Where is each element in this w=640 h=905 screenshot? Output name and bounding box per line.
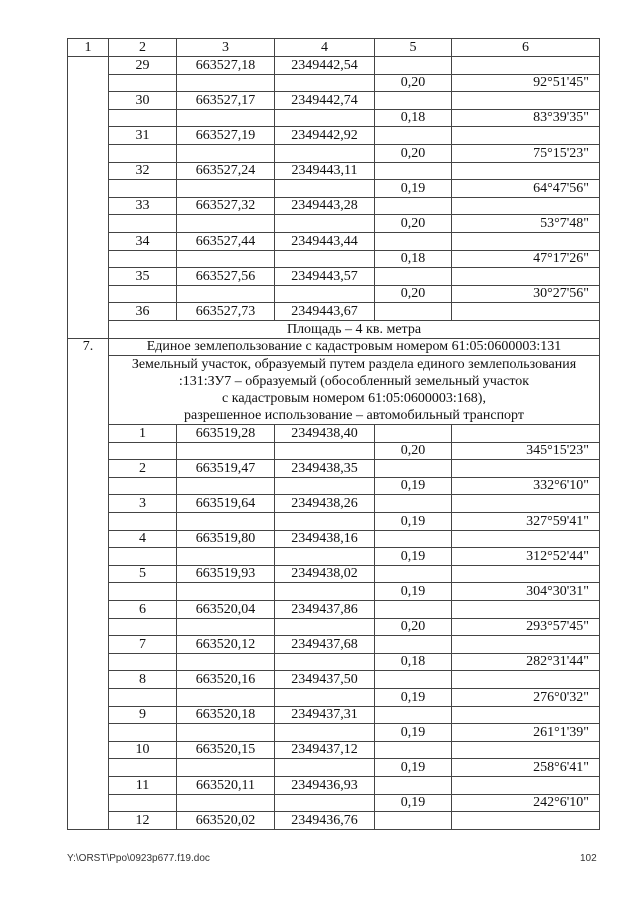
point-number: 5 bbox=[109, 565, 177, 583]
coord-x-empty bbox=[177, 477, 275, 495]
distance: 0,18 bbox=[375, 250, 452, 268]
coord-y: 2349442,92 bbox=[275, 127, 375, 145]
header-col-1: 1 bbox=[68, 39, 109, 57]
point-number-empty bbox=[109, 109, 177, 127]
distance-empty bbox=[375, 303, 452, 321]
point-number: 34 bbox=[109, 232, 177, 250]
coord-x: 663520,02 bbox=[177, 812, 275, 830]
coord-x: 663527,44 bbox=[177, 232, 275, 250]
coord-x-empty bbox=[177, 548, 275, 566]
area-text: Площадь – 4 кв. метра bbox=[109, 320, 600, 338]
point-number: 6 bbox=[109, 601, 177, 619]
table-row bbox=[68, 57, 600, 75]
coord-x-empty bbox=[177, 513, 275, 531]
description-line: :131:ЗУ7 – образуемый (обособленный земельный участок bbox=[178, 374, 530, 390]
table-row bbox=[68, 285, 600, 303]
direction-angle: 327°59'41" bbox=[452, 513, 600, 531]
coord-y-empty bbox=[275, 548, 375, 566]
coord-y-empty bbox=[275, 442, 375, 460]
coord-y-empty bbox=[275, 653, 375, 671]
coord-x: 663519,28 bbox=[177, 425, 275, 443]
point-number-empty bbox=[109, 689, 177, 707]
coord-y: 2349438,35 bbox=[275, 460, 375, 478]
point-number-empty bbox=[109, 250, 177, 268]
distance: 0,19 bbox=[375, 689, 452, 707]
coord-x-empty bbox=[177, 759, 275, 777]
table-row bbox=[68, 92, 600, 110]
coord-x-empty bbox=[177, 144, 275, 162]
coord-y-empty bbox=[275, 250, 375, 268]
distance-empty bbox=[375, 671, 452, 689]
angle-empty bbox=[452, 495, 600, 513]
angle-empty bbox=[452, 671, 600, 689]
direction-angle: 53°7'48" bbox=[452, 215, 600, 233]
distance-empty bbox=[375, 268, 452, 286]
angle-empty bbox=[452, 197, 600, 215]
distance: 0,20 bbox=[375, 215, 452, 233]
distance: 0,18 bbox=[375, 109, 452, 127]
coord-y: 2349438,16 bbox=[275, 530, 375, 548]
table-row bbox=[68, 477, 600, 495]
distance-empty bbox=[375, 741, 452, 759]
distance-empty bbox=[375, 57, 452, 75]
point-number: 7 bbox=[109, 636, 177, 654]
header-col-6: 6 bbox=[452, 39, 600, 57]
footer-file-path: Y:\ORST\Ppo\0923p677.f19.doc bbox=[67, 853, 210, 864]
point-number: 30 bbox=[109, 92, 177, 110]
table-row bbox=[68, 812, 600, 830]
point-number-empty bbox=[109, 215, 177, 233]
coord-x-empty bbox=[177, 618, 275, 636]
direction-angle: 312°52'44" bbox=[452, 548, 600, 566]
coord-x-empty bbox=[177, 215, 275, 233]
point-number-empty bbox=[109, 653, 177, 671]
distance: 0,20 bbox=[375, 285, 452, 303]
table-row bbox=[68, 618, 600, 636]
point-number: 35 bbox=[109, 268, 177, 286]
coord-y: 2349437,12 bbox=[275, 741, 375, 759]
distance-empty bbox=[375, 565, 452, 583]
coord-y: 2349437,86 bbox=[275, 601, 375, 619]
coord-x-empty bbox=[177, 689, 275, 707]
table-row bbox=[68, 724, 600, 742]
coord-x: 663527,24 bbox=[177, 162, 275, 180]
table-row bbox=[68, 109, 600, 127]
coord-y-empty bbox=[275, 759, 375, 777]
point-number: 12 bbox=[109, 812, 177, 830]
direction-angle: 47°17'26" bbox=[452, 250, 600, 268]
table-row bbox=[68, 794, 600, 812]
angle-empty bbox=[452, 565, 600, 583]
point-number: 8 bbox=[109, 671, 177, 689]
table-row bbox=[68, 232, 600, 250]
coord-x: 663520,04 bbox=[177, 601, 275, 619]
direction-angle: 345°15'23" bbox=[452, 442, 600, 460]
coord-y-empty bbox=[275, 144, 375, 162]
header-row bbox=[68, 39, 600, 57]
table-row bbox=[68, 250, 600, 268]
angle-empty bbox=[452, 601, 600, 619]
coordinates-table bbox=[67, 38, 600, 830]
direction-angle: 261°1'39" bbox=[452, 724, 600, 742]
direction-angle: 282°31'44" bbox=[452, 653, 600, 671]
coord-x: 663519,64 bbox=[177, 495, 275, 513]
point-number-empty bbox=[109, 724, 177, 742]
point-number-empty bbox=[109, 285, 177, 303]
distance-empty bbox=[375, 812, 452, 830]
table-row bbox=[68, 74, 600, 92]
table-row bbox=[68, 303, 600, 321]
distance: 0,19 bbox=[375, 724, 452, 742]
coord-y-empty bbox=[275, 215, 375, 233]
footer-page-number: 102 bbox=[580, 853, 597, 864]
coord-x: 663520,18 bbox=[177, 706, 275, 724]
table-row bbox=[68, 759, 600, 777]
angle-empty bbox=[452, 57, 600, 75]
section-number-empty bbox=[68, 57, 109, 339]
angle-empty bbox=[452, 636, 600, 654]
direction-angle: 304°30'31" bbox=[452, 583, 600, 601]
point-number-empty bbox=[109, 583, 177, 601]
coord-x: 663519,80 bbox=[177, 530, 275, 548]
direction-angle: 64°47'56" bbox=[452, 180, 600, 198]
coord-x-empty bbox=[177, 250, 275, 268]
point-number: 10 bbox=[109, 741, 177, 759]
coord-y: 2349443,67 bbox=[275, 303, 375, 321]
coord-y: 2349443,28 bbox=[275, 197, 375, 215]
table-row bbox=[68, 583, 600, 601]
coord-x: 663520,16 bbox=[177, 671, 275, 689]
direction-angle: 293°57'45" bbox=[452, 618, 600, 636]
angle-empty bbox=[452, 812, 600, 830]
coord-x-empty bbox=[177, 794, 275, 812]
coord-x: 663520,11 bbox=[177, 776, 275, 794]
angle-empty bbox=[452, 92, 600, 110]
coord-y-empty bbox=[275, 794, 375, 812]
angle-empty bbox=[452, 425, 600, 443]
table-row bbox=[68, 548, 600, 566]
header-col-3: 3 bbox=[177, 39, 275, 57]
table-row bbox=[68, 127, 600, 145]
coord-x: 663519,93 bbox=[177, 565, 275, 583]
point-number: 4 bbox=[109, 530, 177, 548]
area-row bbox=[68, 320, 600, 338]
table-row bbox=[68, 197, 600, 215]
section-description-row bbox=[68, 356, 600, 425]
coord-y: 2349438,02 bbox=[275, 565, 375, 583]
point-number: 29 bbox=[109, 57, 177, 75]
distance: 0,19 bbox=[375, 477, 452, 495]
section-title: Единое землепользование с кадастровым номером 61:05:0600003:131 bbox=[109, 338, 600, 356]
distance: 0,19 bbox=[375, 180, 452, 198]
direction-angle: 92°51'45" bbox=[452, 74, 600, 92]
angle-empty bbox=[452, 706, 600, 724]
point-number-empty bbox=[109, 759, 177, 777]
distance: 0,18 bbox=[375, 653, 452, 671]
coord-x-empty bbox=[177, 109, 275, 127]
distance-empty bbox=[375, 776, 452, 794]
coord-y-empty bbox=[275, 109, 375, 127]
distance-empty bbox=[375, 197, 452, 215]
description-line: с кадастровым номером 61:05:0600003:168), bbox=[222, 391, 486, 407]
point-number-empty bbox=[109, 618, 177, 636]
angle-empty bbox=[452, 776, 600, 794]
angle-empty bbox=[452, 741, 600, 759]
coord-y-empty bbox=[275, 74, 375, 92]
coord-x-empty bbox=[177, 74, 275, 92]
distance-empty bbox=[375, 706, 452, 724]
coord-y: 2349437,68 bbox=[275, 636, 375, 654]
point-number-empty bbox=[109, 442, 177, 460]
point-number: 36 bbox=[109, 303, 177, 321]
distance-empty bbox=[375, 92, 452, 110]
table-row bbox=[68, 706, 600, 724]
distance-empty bbox=[375, 425, 452, 443]
direction-angle: 83°39'35" bbox=[452, 109, 600, 127]
distance: 0,20 bbox=[375, 618, 452, 636]
distance-empty bbox=[375, 162, 452, 180]
coord-x: 663527,32 bbox=[177, 197, 275, 215]
distance: 0,19 bbox=[375, 548, 452, 566]
distance-empty bbox=[375, 495, 452, 513]
coord-y: 2349443,11 bbox=[275, 162, 375, 180]
point-number-empty bbox=[109, 548, 177, 566]
table-row bbox=[68, 460, 600, 478]
point-number-empty bbox=[109, 513, 177, 531]
distance-empty bbox=[375, 530, 452, 548]
distance: 0,20 bbox=[375, 442, 452, 460]
angle-empty bbox=[452, 303, 600, 321]
point-number: 11 bbox=[109, 776, 177, 794]
description-line: Земельный участок, образуемый путем раздела единого землепользования bbox=[131, 357, 577, 373]
angle-empty bbox=[452, 232, 600, 250]
point-number: 1 bbox=[109, 425, 177, 443]
coord-x-empty bbox=[177, 285, 275, 303]
coord-x-empty bbox=[177, 724, 275, 742]
distance-empty bbox=[375, 636, 452, 654]
coord-x: 663527,18 bbox=[177, 57, 275, 75]
distance: 0,20 bbox=[375, 74, 452, 92]
coord-y: 2349436,76 bbox=[275, 812, 375, 830]
coord-y: 2349442,74 bbox=[275, 92, 375, 110]
point-number: 2 bbox=[109, 460, 177, 478]
coord-y: 2349443,44 bbox=[275, 232, 375, 250]
coord-y-empty bbox=[275, 180, 375, 198]
direction-angle: 258°6'41" bbox=[452, 759, 600, 777]
table-row bbox=[68, 776, 600, 794]
header-col-2: 2 bbox=[109, 39, 177, 57]
distance-empty bbox=[375, 601, 452, 619]
distance: 0,19 bbox=[375, 583, 452, 601]
coord-y-empty bbox=[275, 583, 375, 601]
table-row bbox=[68, 671, 600, 689]
coord-y-empty bbox=[275, 618, 375, 636]
section-description bbox=[109, 356, 600, 425]
table-row bbox=[68, 215, 600, 233]
direction-angle: 75°15'23" bbox=[452, 144, 600, 162]
direction-angle: 332°6'10" bbox=[452, 477, 600, 495]
point-number-empty bbox=[109, 144, 177, 162]
distance: 0,19 bbox=[375, 794, 452, 812]
distance-empty bbox=[375, 232, 452, 250]
table-row bbox=[68, 180, 600, 198]
coord-y-empty bbox=[275, 285, 375, 303]
point-number: 32 bbox=[109, 162, 177, 180]
table-row bbox=[68, 162, 600, 180]
point-number: 31 bbox=[109, 127, 177, 145]
header-col-5: 5 bbox=[375, 39, 452, 57]
coord-y-empty bbox=[275, 513, 375, 531]
description-line: разрешенное использование – автомобильный транспорт bbox=[183, 408, 524, 424]
table-row bbox=[68, 442, 600, 460]
coord-y-empty bbox=[275, 477, 375, 495]
coord-x: 663527,19 bbox=[177, 127, 275, 145]
coord-y: 2349437,50 bbox=[275, 671, 375, 689]
table-row bbox=[68, 601, 600, 619]
coord-y: 2349443,57 bbox=[275, 268, 375, 286]
point-number-empty bbox=[109, 794, 177, 812]
direction-angle: 30°27'56" bbox=[452, 285, 600, 303]
coord-x-empty bbox=[177, 583, 275, 601]
coord-x-empty bbox=[177, 180, 275, 198]
direction-angle: 276°0'32" bbox=[452, 689, 600, 707]
coord-y-empty bbox=[275, 689, 375, 707]
table-row bbox=[68, 653, 600, 671]
table-row bbox=[68, 636, 600, 654]
coord-y: 2349438,40 bbox=[275, 425, 375, 443]
coord-x-empty bbox=[177, 442, 275, 460]
point-number-empty bbox=[109, 74, 177, 92]
table-row bbox=[68, 425, 600, 443]
table-row bbox=[68, 144, 600, 162]
angle-empty bbox=[452, 530, 600, 548]
direction-angle: 242°6'10" bbox=[452, 794, 600, 812]
coord-x: 663520,15 bbox=[177, 741, 275, 759]
angle-empty bbox=[452, 460, 600, 478]
table-row bbox=[68, 741, 600, 759]
angle-empty bbox=[452, 127, 600, 145]
table-row bbox=[68, 268, 600, 286]
header-col-4: 4 bbox=[275, 39, 375, 57]
coord-x: 663527,73 bbox=[177, 303, 275, 321]
angle-empty bbox=[452, 162, 600, 180]
table-row bbox=[68, 565, 600, 583]
coord-y-empty bbox=[275, 724, 375, 742]
coord-y: 2349437,31 bbox=[275, 706, 375, 724]
point-number: 3 bbox=[109, 495, 177, 513]
section-title-row bbox=[68, 338, 600, 356]
coord-x: 663527,17 bbox=[177, 92, 275, 110]
coord-x: 663519,47 bbox=[177, 460, 275, 478]
table-row bbox=[68, 513, 600, 531]
coord-y: 2349436,93 bbox=[275, 776, 375, 794]
table-row bbox=[68, 689, 600, 707]
table-row bbox=[68, 530, 600, 548]
point-number: 33 bbox=[109, 197, 177, 215]
distance: 0,19 bbox=[375, 513, 452, 531]
table-row bbox=[68, 495, 600, 513]
distance: 0,20 bbox=[375, 144, 452, 162]
coord-x-empty bbox=[177, 653, 275, 671]
coord-y: 2349442,54 bbox=[275, 57, 375, 75]
distance-empty bbox=[375, 127, 452, 145]
distance-empty bbox=[375, 460, 452, 478]
coord-y: 2349438,26 bbox=[275, 495, 375, 513]
angle-empty bbox=[452, 268, 600, 286]
point-number: 9 bbox=[109, 706, 177, 724]
distance: 0,19 bbox=[375, 759, 452, 777]
section-number: 7. bbox=[68, 338, 109, 829]
point-number-empty bbox=[109, 180, 177, 198]
coord-x: 663520,12 bbox=[177, 636, 275, 654]
coord-x: 663527,56 bbox=[177, 268, 275, 286]
point-number-empty bbox=[109, 477, 177, 495]
